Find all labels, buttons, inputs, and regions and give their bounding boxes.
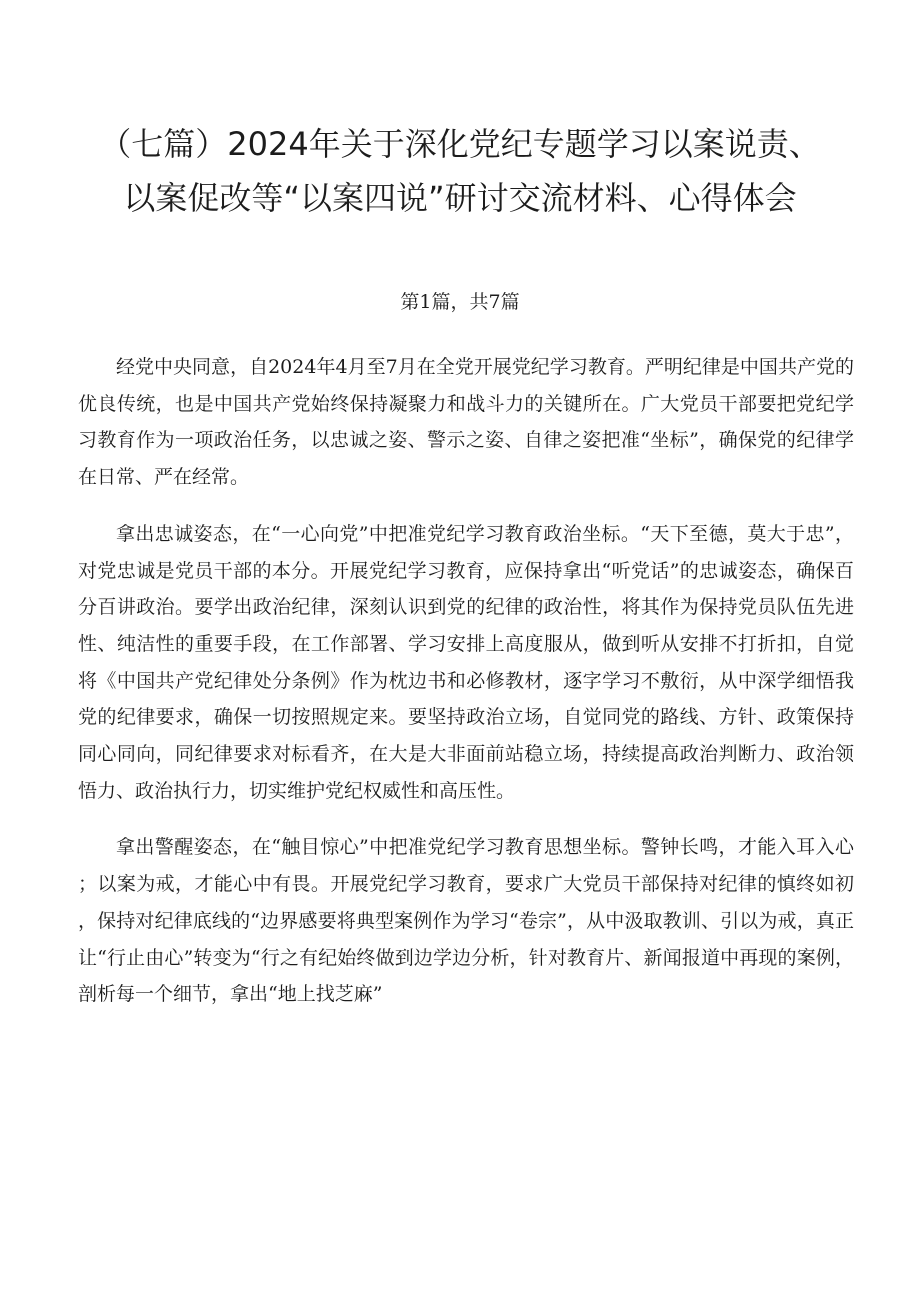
title-line-2: 以案促改等“以案四说”研讨交流材料、心得体会	[123, 179, 797, 217]
part-label: 第1篇，共7篇	[400, 291, 520, 313]
paragraph-2: 拿出忠诚姿态，在“一心向党”中把准党纪学习教育政治坐标。“天下至德，莫大于忠”，对党忠诚是党员干部的本分。开展党纪学习教育，应保持拿出“听党话”的忠诚姿态，确保百分百讲政治。要学出政治纪律，深刻认识到党的纪律的政治性，将其作为保持党员队伍先进性、纯洁性的重要手段，在工作部署、学习安排上高度服从，做到听从安排不打折扣，自觉将《中国共产党纪律处分条例》作为枕边书和必修教材，逐字学习不敷衍，从中深学细悟我党的纪律要求，确保一切按照规定来。要坚持政治立场，自觉同党的路线、方针、政策保持同心同向，同纪律要求对标看齐，在大是大非面前站稳立场，持续提高政治判断力、政治领悟力、政治执行力，切实维护党纪权威性和高压性。	[78, 522, 854, 802]
paragraph-1: 经党中央同意，自2024年4月至7月在全党开展党纪学习教育。严明纪律是中国共产党的优良传统，也是中国共产党始终保持凝聚力和战斗力的关键所在。广大党员干部要把党纪学习教育作为一项政治任务，以忠诚之姿、警示之姿、自律之姿把准“坐标”，确保党的纪律学在日常、严在经常。	[78, 356, 854, 489]
document-body	[78, 349, 854, 1033]
title-line-1: （七篇）2024年关于深化党纪专题学习以案说责、	[99, 125, 821, 163]
paragraph-3: 拿出警醒姿态，在“触目惊心”中把准党纪学习教育思想坐标。警钟长鸣，才能入耳入心；以案为戒，才能心中有畏。开展党纪学习教育，要求广大党员干部保持对纪律的慎终如初，保持对纪律底线的“边界感要将典型案例作为学习“卷宗”，从中汲取教训、引以为戒，真正让“行止由心”转变为“行之有纪始终做到边学边分析，针对教育片、新闻报道中再现的案例，剖析每一个细节，拿出“地上找芝麻”	[78, 836, 854, 1006]
document-title	[40, 117, 880, 225]
